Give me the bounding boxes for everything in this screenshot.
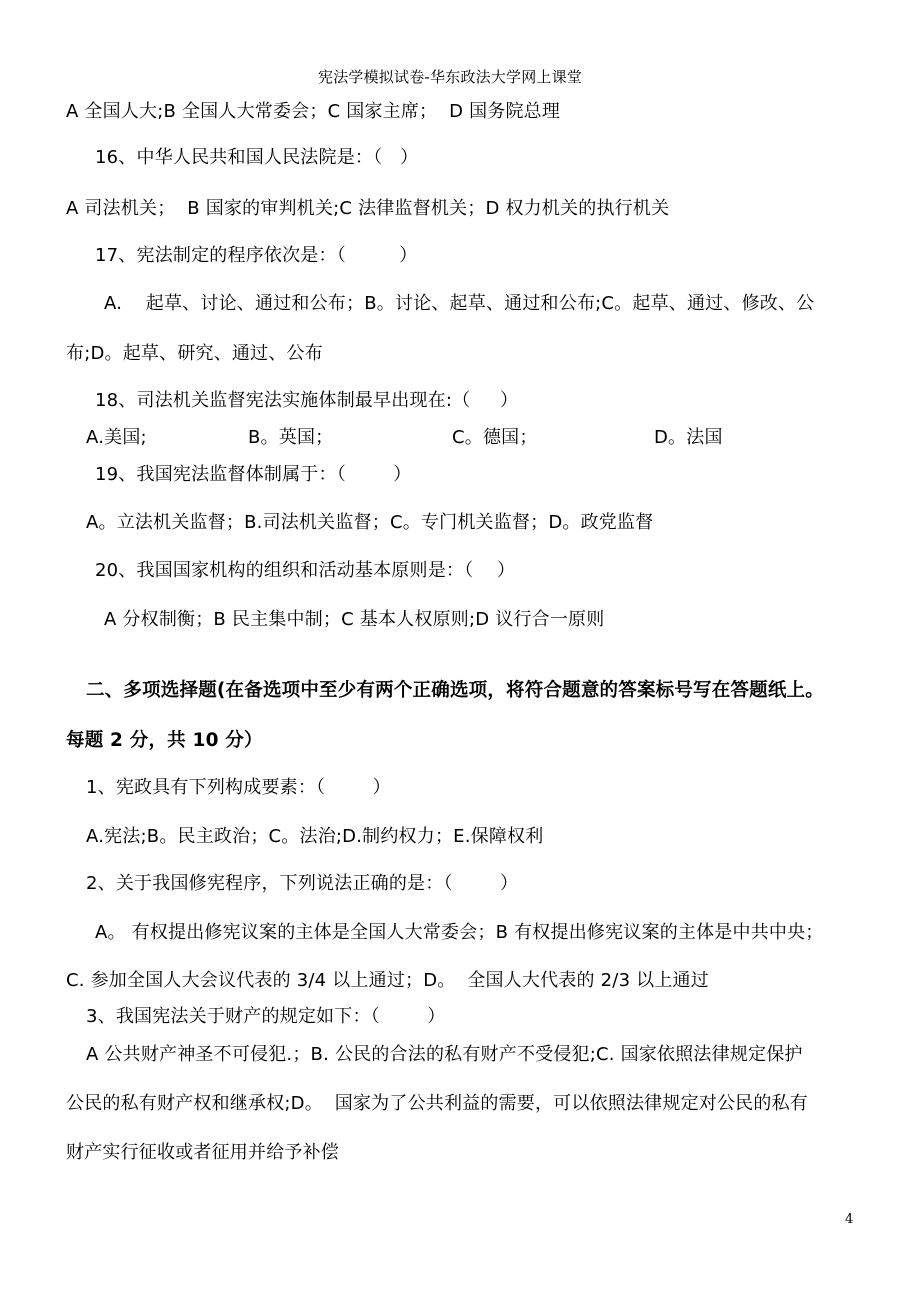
- mq2-stem: 2、关于我国修宪程序，下列说法正确的是：（ ）: [86, 873, 519, 894]
- page-number: 4: [845, 1212, 854, 1227]
- q18-option-a: A.美国;: [86, 427, 147, 448]
- q16-options: A 司法机关； B 国家的审判机关;C 法律监督机关；D 权力机关的执行机关: [66, 198, 670, 219]
- q18-option-b: B。英国；: [248, 427, 334, 448]
- q17-options-line2: 布;D。起草、研究、通过、公布: [66, 343, 323, 364]
- q18-stem: 18、司法机关监督宪法实施体制最早出现在:（ ）: [95, 390, 519, 411]
- mq1-options: A.宪法;B。民主政治；C。法治;D.制约权力；E.保障权利: [86, 826, 544, 847]
- q20-options: A 分权制衡；B 民主集中制；C 基本人权原则;D 议行合一原则: [104, 609, 605, 630]
- q19-stem: 19、我国宪法监督体制属于：（ ）: [95, 464, 412, 485]
- q16-stem: 16、中华人民共和国人民法院是：（ ）: [95, 147, 419, 168]
- section-two-scoring: 每题 2 分，共 10 分）: [66, 730, 263, 751]
- q17-stem: 17、宪法制定的程序依次是：（ ）: [95, 245, 418, 266]
- mq3-options-line3: 财产实行征收或者征用并给予补偿: [66, 1142, 339, 1163]
- section-two-heading: 二、多项选择题(在备选项中至少有两个正确选项，将符合题意的答案标号写在答题纸上。: [86, 680, 824, 701]
- page-header: 宪法学模拟试卷-华东政法大学网上课堂: [318, 68, 583, 86]
- q18-option-d: D。法国: [654, 427, 723, 448]
- q18-option-c: C。德国；: [452, 427, 538, 448]
- mq1-stem: 1、宪政具有下列构成要素：（ ）: [86, 777, 391, 798]
- q17-options-line1: A. 起草、讨论、通过和公布；B。讨论、起草、通过和公布;C。起草、通过、修改、公: [104, 293, 815, 314]
- mq3-options-line1: A 公共财产神圣不可侵犯.；B. 公民的合法的私有财产不受侵犯;C. 国家依照法律规定保护: [86, 1044, 803, 1065]
- mq3-options-line2: 公民的私有财产权和继承权;D。 国家为了公共利益的需要，可以依照法律规定对公民的私有: [66, 1093, 808, 1114]
- mq2-options-line1: A。 有权提出修宪议案的主体是全国人大常委会；B 有权提出修宪议案的主体是中共中央；: [95, 922, 824, 943]
- mq2-options-line2: C. 参加全国人大会议代表的 3/4 以上通过；D。 全国人大代表的 2/3 以上通过: [66, 970, 709, 991]
- q15-options: A 全国人大;B 全国人大常委会；C 国家主席； D 国务院总理: [66, 101, 561, 122]
- q19-options: A。立法机关监督；B.司法机关监督；C。专门机关监督；D。政党监督: [86, 512, 654, 533]
- q20-stem: 20、我国国家机构的组织和活动基本原则是：（ ）: [95, 560, 516, 581]
- mq3-stem: 3、我国宪法关于财产的规定如下：（ ）: [86, 1006, 446, 1027]
